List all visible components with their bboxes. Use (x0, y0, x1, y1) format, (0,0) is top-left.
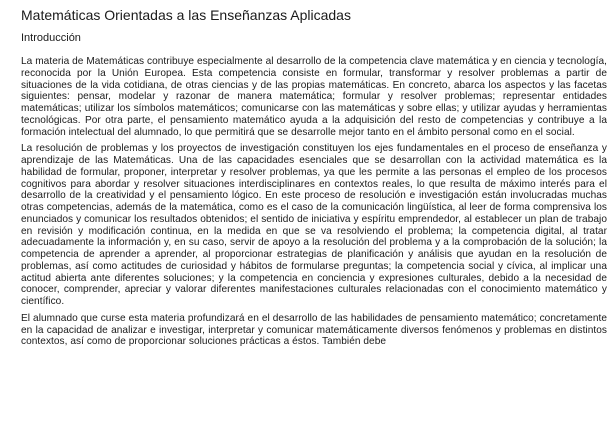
section-heading: Introducción (21, 32, 81, 44)
paragraph-1: La materia de Matemáticas contribuye especialmente al desarrollo de la competencia clave matemática y en ciencia y tecnología, reconocida por la Unión Europea. Esta competencia consiste en formular, transformar y resolver problemas a partir de situaciones de la vida cotidiana, de otras ciencias y de las propias matemáticas. En concreto, abarca los aspectos y las facetas siguientes: pensar, modelar y razonar de manera matemática; formular y resolver problemas; representar entidades matemáticas; utilizar los símbolos matemáticos; comunicarse con las matemáticas y sobre ellas; y utilizar ayudas y herramientas tecnológicas. Por otra parte, el pensamiento matemático ayuda a la adquisición del resto de competencias y contribuye a la formación intelectual del alumnado, lo que permitirá que se desarrolle mejor tanto en el ámbito personal como en el social. (21, 56, 607, 138)
paragraph-2: La resolución de problemas y los proyectos de investigación constituyen los ejes fundamentales en el proceso de enseñanza y aprendizaje de las Matemáticas. Una de las capacidades esenciales que se desarrollan con la actividad matemática es la habilidad de formular, proponer, interpretar y resolver problemas, ya que les permite a las personas el empleo de los procesos cognitivos para abordar y resolver situaciones interdisciplinares en contextos reales, lo que resulta de máximo interés para el desarrollo de la creatividad y el pensamiento lógico. En este proceso de resolución e investigación están involucradas muchas otras competencias, además de la matemática, como es el caso de la comunicación lingüística, al leer de forma comprensiva los enunciados y comunicar los resultados obtenidos; el sentido de iniciativa y espíritu emprendedor, al establecer un plan de trabajo en revisión y modificación continua, en la medida en que se va resolviendo el problema; la competencia digital, al tratar adecuadamente la información y, en su caso, servir de apoyo a la resolución del problema y a la comprobación de la solución; la competencia de aprender a aprender, al proporcionar estrategias de planificación y análisis que ayudan en la resolución de problemas, así como actitudes de curiosidad y hábitos de formularse preguntas; la competencia social y cívica, al implicar una actitud abierta ante diferentes soluciones; y la competencia en conciencia y expresiones culturales, debido a la necesidad de conocer, comprender, apreciar y valorar diferentes manifestaciones culturales relacionadas con el conocimiento matemático y científico. (21, 143, 607, 307)
paragraph-3: El alumnado que curse esta materia profundizará en el desarrollo de las habilidades de pensamiento matemático; concretamente en la capacidad de analizar e investigar, interpretar y comunicar matemáticamente diversos fenómenos y problemas en distintos contextos, así como de proporcionar soluciones prácticas a éstos. También debe (21, 312, 607, 348)
document-title: Matemáticas Orientadas a las Enseñanzas Aplicadas (21, 7, 351, 23)
